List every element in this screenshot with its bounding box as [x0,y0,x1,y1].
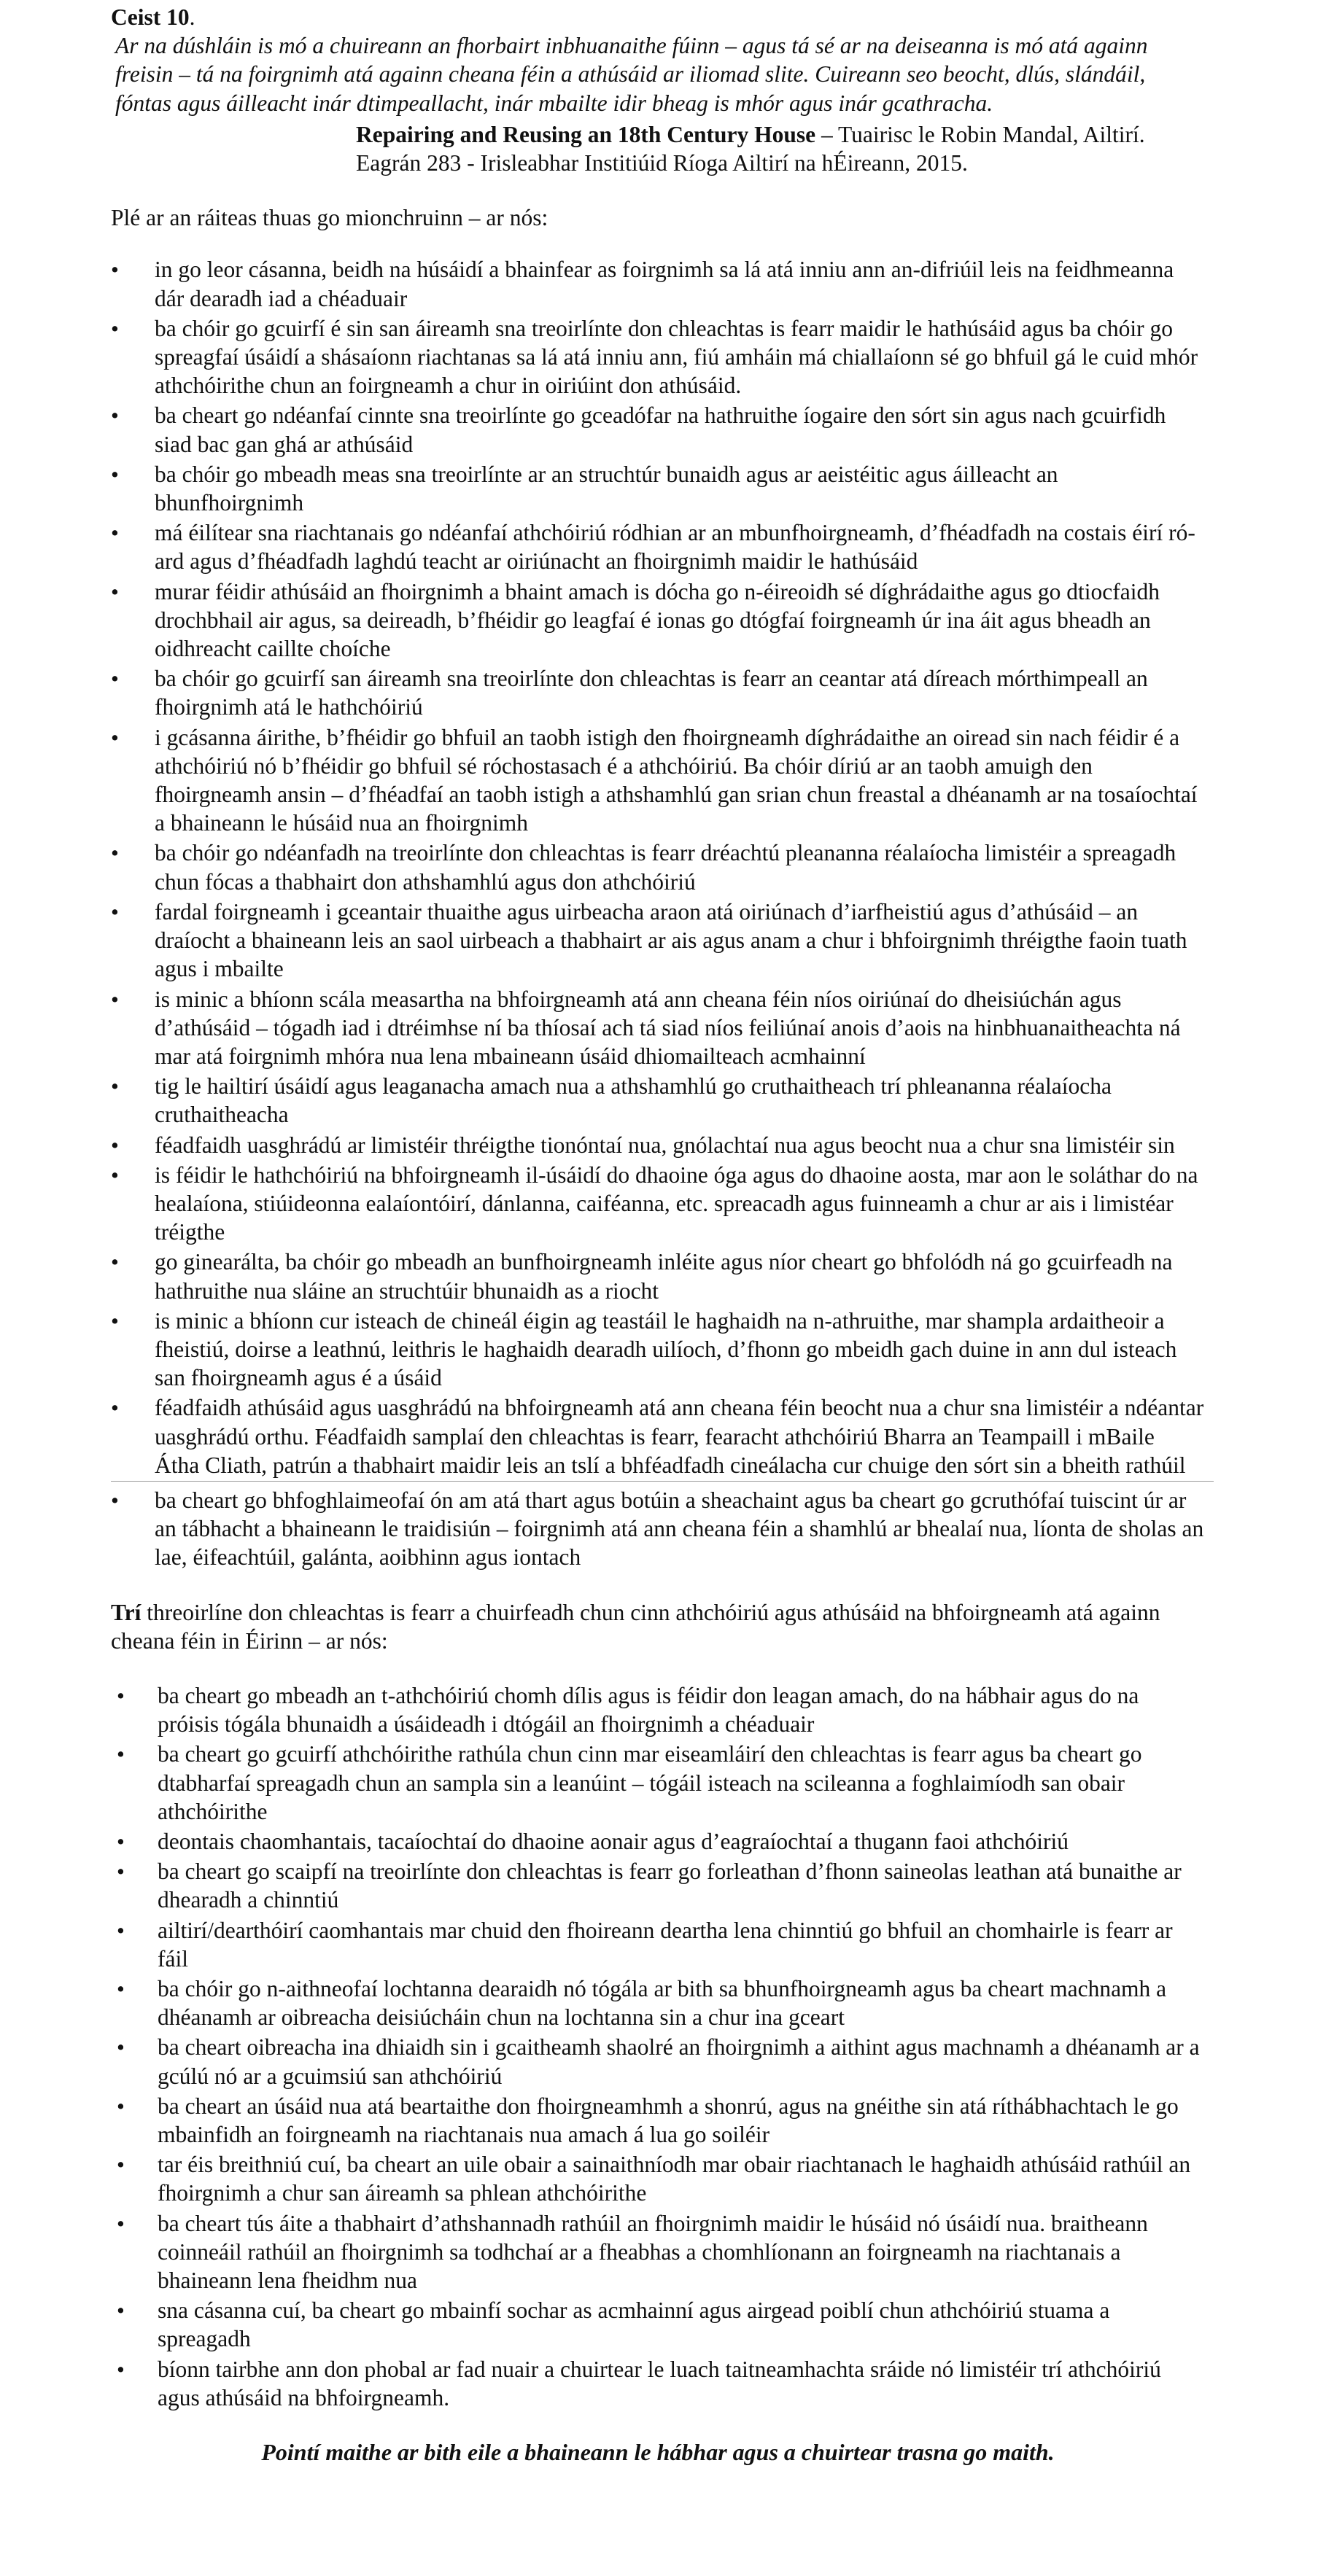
discussion-points-list [111,255,1205,1571]
list-item: • ba chóir go ndéanfadh na treoirlínte don chleachtas is fearr dréachtú pleananna réalaíocha limistéir a spreagadh chun fócas a thabhairt don athshamhlú agus don athchóiriú [111,838,1205,895]
footer-note: Pointí maithe ar bith eile a bhaineann le hábhar agus a chuirtear trasna go maith. [261,2439,1055,2466]
question-number-suffix: . [189,4,195,30]
quote-source [356,120,1205,177]
list-item: • ba chóir go mbeadh meas sna treoirlínte ar an struchtúr bunaidh agus ar aeistéitic agus áilleacht an bhunfhoirgnimh [111,460,1205,517]
guidelines-intro-bold: Trí [111,1599,141,1625]
list-item: • ba chóir go gcuirfí san áireamh sna treoirlínte don chleachtas is fearr an ceantar atá díreach mórthimpeall an fhoirgnimh atá le hathchóiriú [111,664,1205,721]
list-item: • sna cásanna cuí, ba cheart go mbainfí sochar as acmhainní agus airgead poiblí chun athchóiriú stuama a spreagadh [111,2296,1205,2353]
question-title [111,3,1205,31]
guidelines-intro-text: threoirlíne don chleachtas is fearr a chuirfeadh chun cinn athchóiriú agus athúsáid na bhfoirgneamh atá againn cheana féin in Éirinn – ar nós: [111,1599,1160,1654]
list-item: • ba cheart an úsáid nua atá beartaithe don fhoirgneamhmh a shonrú, agus na gnéithe sin atá ríthábhachtach le go mbainfidh an foirgneamh na riachtanais nua amach á lua go soiléir [111,2092,1205,2149]
question-number: Ceist 10 [111,4,190,30]
list-item: • má éilítear sna riachtanais go ndéanfaí athchóiriú ródhian ar an mbunfhoirgneamh, d’fhéadfadh na costais éirí ró-ard agus d’fhéadfadh laghdú teacht ar oiriúnacht an fhoirgnimh maidir le hathúsáid [111,518,1205,575]
source-title: Repairing and Reusing an 18th Century House [356,121,816,147]
list-item: • ba chóir go n-aithneofaí lochtanna dearaidh nó tógála ar bith sa bhunfhoirgneamh agus ba cheart machnamh a dhéanamh ar oibreacha deisiúcháin chun na lochtanna sin a chur ina gceart [111,1974,1205,2031]
quote-text: Ar na dúshláin is mó a chuireann an fhorbairt inbhuanaithe fúinn – agus tá sé ar na deiseanna is mó atá againn freisin – tá na foirgnimh atá againn cheana féin a athúsáid ar iliomad slite. Cuireann seo beocht, dlús, slándáil, fóntas agus áilleacht inár dtimpeallacht, inár mbailte idir bheag is mhór agus inár gcathracha. [115,33,1148,116]
list-item: • is minic a bhíonn cur isteach de chineál éigin ag teastáil le haghaidh na n-athruithe, mar shampla ardaitheoir a fheistiú, doirse a leathnú, leithris le haghaidh dearadh uilíoch, d’fhonn go mbeidh gach duine in ann dul isteach san fhoirgneamh agus é a úsáid [111,1307,1205,1393]
document-content [111,0,1205,2467]
list-item: • i gcásanna áirithe, b’fhéidir go bhfuil an taobh istigh den fhoirgneamh díghrádaithe an oiread sin nach féidir é a athchóiriú nó b’fhéidir go bhfuil sé róchostasach é a athchóiriú. Ba chóir díriú ar an taobh amuigh den fhoirgneamh ansin – d’fhéadfaí an taobh istigh a athshamhlú gan srian chun freastal a dhéanamh ar na tosaíochtaí a bhaineann le húsáid nua an fhoirgnimh [111,723,1205,838]
guidelines-intro [111,1598,1205,1655]
list-item: • bíonn tairbhe ann don phobal ar fad nuair a chuirtear le luach taitneamhachta sráide nó limistéir trí athchóiriú agus athúsáid na bhfoirgneamh. [111,2355,1205,2412]
list-item: • ba cheart go ndéanfaí cinnte sna treoirlínte go gceadófar na hathruithe íogaire den sórt sin agus nach gcuirfidh siad bac gan ghá ar athúsáid [111,401,1205,458]
list-item: • tig le hailtirí úsáidí agus leaganacha amach nua a athshamhlú go cruthaitheach trí phleananna réalaíocha cruthaitheacha [111,1072,1205,1129]
discussion-prompt: Plé ar an ráiteas thuas go mionchruinn – ar nós: [111,205,548,231]
list-item: • go ginearálta, ba chóir go mbeadh an bunfhoirgneamh inléite agus níor cheart go bhfolódh ná go gcuirfeadh na hathruithe nua sláine an struchtúir bhunaidh as a riocht [111,1248,1205,1304]
list-item: • ba cheart go bhfoghlaimeofaí ón am atá thart agus botúin a sheachaint agus ba cheart go gcruthófaí tuiscint úr ar an tábhacht a bhaineann le traidisiún – foirgnimh atá ann cheana féin a shamhlú ar bhealaí nua, líonta de sholas an lae, éifeachtúil, galánta, aoibhinn agus iontach [111,1486,1205,1572]
list-item: • ailtirí/dearthóirí caomhantais mar chuid den fhoireann deartha lena chinntiú go bhfuil an chomhairle is fearr ar fáil [111,1916,1205,1973]
list-item: • ba chóir go gcuirfí é sin san áireamh sna treoirlínte don chleachtas is fearr maidir le hathúsáid agus ba chóir go spreagfaí úsáidí a shásaíonn riachtanas sa lá atá inniu ann, fiú amháin má chiallaíonn sé go bhfuil gá le cuid mhór athchóirithe chun an foirgneamh a chur in oiriúint don athúsáid. [111,314,1205,400]
list-item: • in go leor cásanna, beidh na húsáidí a bhainfear as foirgnimh sa lá atá inniu ann an-difriúil leis na feidhmeanna dár dearadh iad a chéaduair [111,255,1205,312]
list-item: • murar féidir athúsáid an fhoirgnimh a bhaint amach is dócha go n-éireoidh sé díghrádaithe agus go dtiocfaidh drochbhail air agus, sa deireadh, b’fhéidir go leagfaí é ionas go dtógfaí foirgneamh úr ina áit agus bheadh an oidhreacht caillte choíche [111,577,1205,664]
guidelines-list [111,1681,1205,2412]
list-item: • ba cheart go scaipfí na treoirlínte don chleachtas is fearr go forleathan d’fhonn saineolas leathan atá bunaithe ar dhearadh a chinntiú [111,1857,1205,1914]
list-item: • is minic a bhíonn scála measartha na bhfoirgneamh atá ann cheana féin níos oiriúnaí do dheisiúchán agus d’athúsáid – tógadh iad i dtréimhse ní ba thíosaí ach tá siad níos feiliúnaí anois d’aois na hinbhuanaitheachta ná mar atá foirgnimh mhóra nua lena mbaineann úsáid dhiomailteach acmhainní [111,985,1205,1071]
list-item: • fardal foirgneamh i gceantair thuaithe agus uirbeacha araon atá oiriúnach d’iarfheistiú agus d’athúsáid – an draíocht a bhaineann leis an saol uirbeach a thabhairt ar ais agus anam a chur i bhfoirgnimh thréigthe faoin tuath agus i mbailte [111,898,1205,984]
list-item: • tar éis breithniú cuí, ba cheart an uile obair a sainaithníodh mar obair riachtanach le haghaidh athúsáid rathúil an fhoirgnimh a chur san áireamh sa phlean athchóirithe [111,2150,1205,2207]
list-item: • féadfaidh athúsáid agus uasghrádú na bhfoirgneamh atá ann cheana féin beocht nua a chur sna limistéir a ndéantar uasghrádú orthu. Féadfaidh samplaí den chleachtas is fearr, fearacht athchóiriú Bharra an Teampaill i mBaile Átha Cliath, patrún a thabhairt maidir leis an tslí a bhféadfadh cineálacha cur chuige den sórt sin a bheith rathúil [111,1393,1205,1479]
list-item: • ba cheart oibreacha ina dhiaidh sin i gcaitheamh shaolré an fhoirgnimh a aithint agus machnamh a dhéanamh ar a gcúlú nó ar a gcuimsiú san athchóiriú [111,2033,1205,2090]
list-item: • deontais chaomhantais, tacaíochtaí do dhaoine aonair agus d’eagraíochtaí a thugann faoi athchóiriú [111,1827,1205,1856]
list-item: • ba cheart tús áite a thabhairt d’athshannadh rathúil an fhoirgnimh maidir le húsáid nó úsáidí nua. braitheann coinneáil rathúil an fhoirgnimh sa todhchaí ar a fheabhas a chomhlíonann an foirgneamh na riachtanais a bhaineann lena fheidhm nua [111,2209,1205,2295]
list-item: • is féidir le hathchóiriú na bhfoirgneamh il-úsáidí do dhaoine óga agus do dhaoine aosta, mar aon le soláthar do na healaíona, stiúideonna ealaíontóirí, dánlanna, caiféanna, etc. spreacadh agus fuinneamh a chur ar ais i limistéar tréigthe [111,1161,1205,1247]
list-item: • féadfaidh uasghrádú ar limistéir thréigthe tionóntaí nua, gnólachtaí nua agus beocht nua a chur sna limistéir sin [111,1131,1205,1159]
list-item: • ba cheart go gcuirfí athchóirithe rathúla chun cinn mar eiseamláirí den chleachtas is fearr agus ba cheart go dtabharfaí spreagadh chun an sampla sin a leanúint – tógáil isteach na scileanna a foghlaimíodh san obair athchóirithe [111,1740,1205,1826]
list-item: • ba cheart go mbeadh an t-athchóiriú chomh dílis agus is féidir don leagan amach, do na hábhair agus do na próisis tógála bhunaidh a úsáideadh i dtógáil an fhoirgnimh a chéaduair [111,1681,1205,1738]
source-author: – Tuairisc le Robin Mandal, Ailtirí. [815,121,1145,147]
source-publication: Eagrán 283 - Irisleabhar Institiúid Ríoga Ailtirí na hÉireann, 2015. [356,150,968,176]
page-break-rule [111,1481,1214,1482]
